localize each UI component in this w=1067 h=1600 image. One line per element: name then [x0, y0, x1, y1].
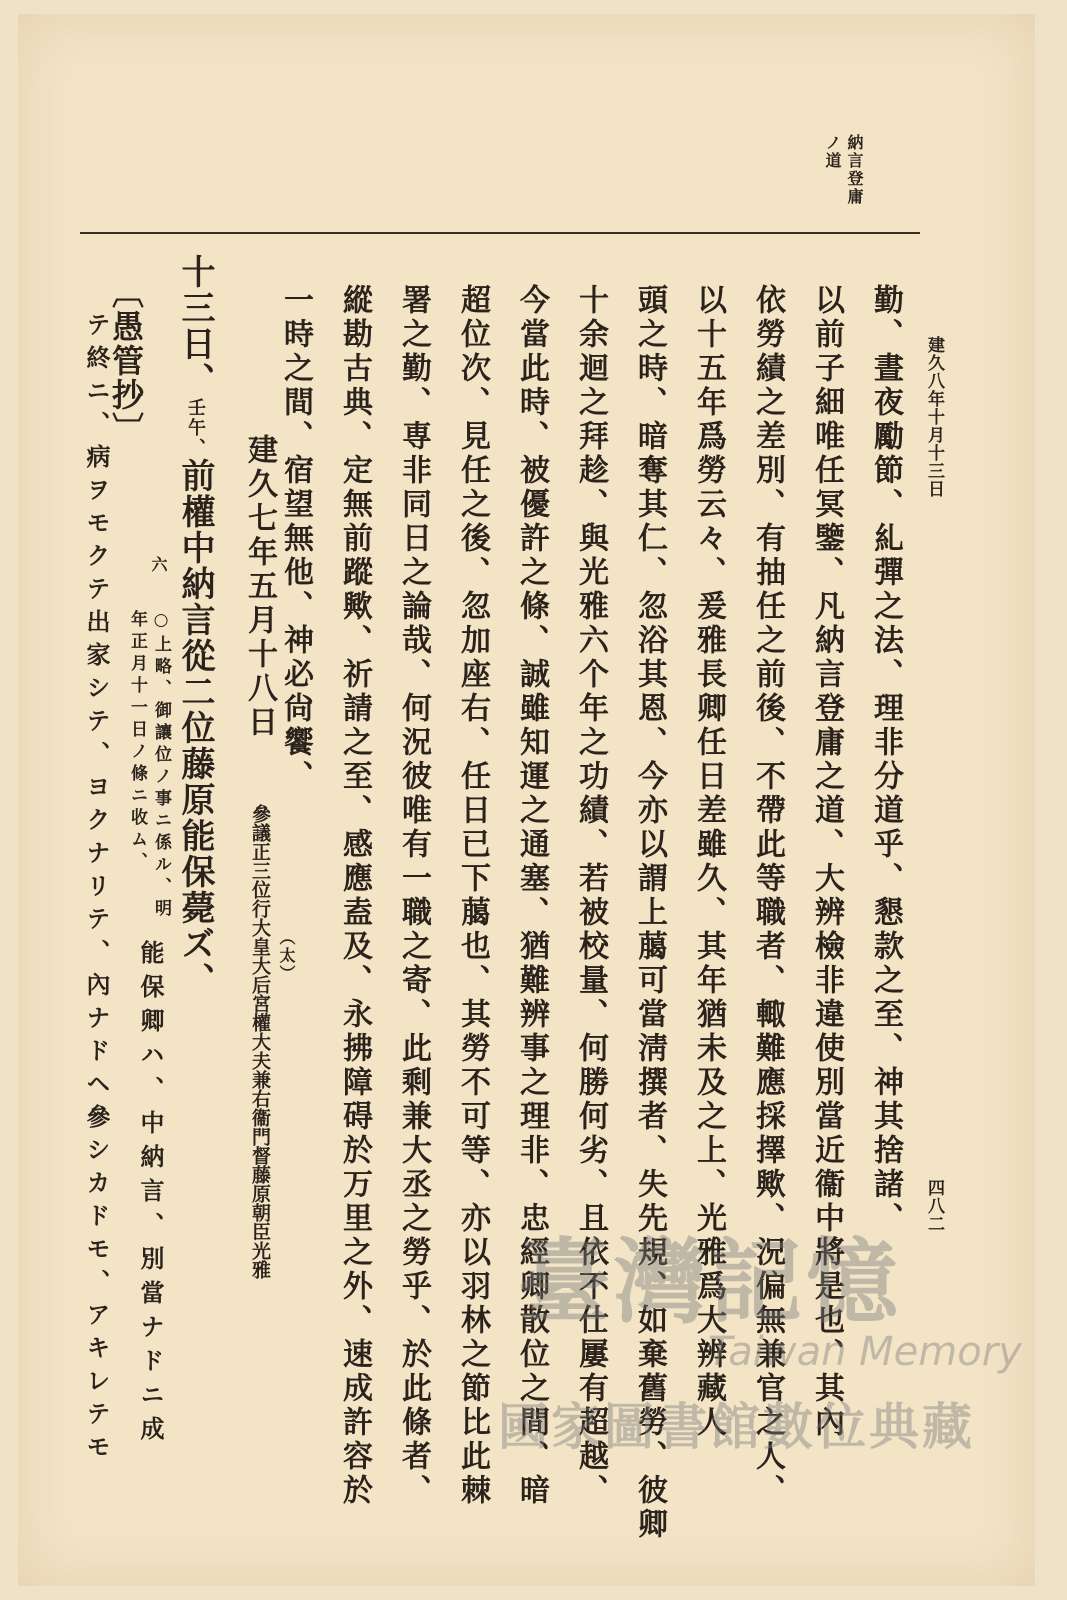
page-number: 四八二: [924, 1179, 944, 1233]
gukansho-note-2: 年正月十一日ノ條ニ收ム、: [127, 610, 147, 874]
watermark-english: Taiwan Memory: [708, 1329, 1022, 1375]
watermark-subtitle: 國家圖書館數位典藏: [498, 1398, 975, 1456]
body-column-1: 勤、晝夜勵節、糺彈之法、理非分道乎、懇款之至、神其捨諸、: [868, 284, 903, 1236]
book-page: [18, 14, 1035, 1586]
body-column-8: 超位次、見任之後、忽加座右、任日已下﨟也、其勞不可等、亦以羽林之節比此棘: [455, 284, 490, 1508]
body-column-6: 十余迴之拜趁、與光雅六个年之功績、若被校量、何勝何劣、且依不仕屢有超越、: [573, 284, 608, 1508]
entry-heading-paren: 壬午、: [185, 398, 206, 458]
signature-annotation: （太）: [277, 929, 296, 983]
gukansho-text-1: 能保卿ハ、中納言、別當ナドニ成: [136, 940, 165, 1450]
body-column-4: 以十五年爲勞云々、爰雅長卿任日差雖久、其年猶未及之上、光雅爲大辨藏人: [691, 284, 726, 1440]
gukansho-text-2: テ終ニ、病ヲモクテ出家シテ、ヨクナリテ、內ナドヘ參シカドモ、アキレテモ: [82, 312, 111, 1467]
entry-heading-rest: 前權中納言從二位藤原能保薨ズ、: [175, 458, 215, 998]
entry-heading-main: 十三日、: [175, 254, 215, 398]
header-rule: [80, 232, 920, 234]
body-column-5: 頭之時、暗奪其仁、忽浴其恩、今亦以謂上﨟可當淸撰者、失先規、如棄舊勞、彼卿: [632, 284, 667, 1542]
signature-date: 建久七年五月十八日: [242, 434, 277, 740]
entry-heading: [175, 254, 215, 998]
gukansho-label: 〔愚管抄〕: [107, 276, 145, 446]
body-column-2: 以前子細唯任冥鑒、凡納言登庸之道、大辨檢非違使別當近衞中將是也、其內: [809, 284, 844, 1440]
body-column-9: 署之勤、専非同日之論哉、何況彼唯有一職之寄、此剩兼大丞之勞乎、於此條者、: [396, 284, 431, 1508]
running-head-2: ノ道: [823, 134, 842, 170]
body-column-11: 一時之間、宿望無他、神必尙饗、: [278, 284, 313, 794]
watermark-title: 臺灣記憶: [518, 1228, 903, 1336]
body-column-10: 縱勘古典、定無前蹤歟、祈請之至、感應盍及、永拂障碍於万里之外、速成許容於: [337, 284, 372, 1508]
date-heading: 建久八年十月十三日: [924, 336, 944, 498]
body-column-7: 今當此時、被優許之條、誠雖知運之通塞、猶難辨事之理非、忠經卿散位之間、暗: [514, 284, 549, 1508]
signature-name: 參議正三位行大皇大后宮權大夫兼右衞門督藤原朝臣光雅: [249, 804, 271, 1279]
gukansho-note-1: ○上略、御讓位ノ事ニ係ル、明: [151, 610, 171, 921]
gukansho-volume: 六: [149, 556, 168, 574]
running-head-1: 納言登庸: [845, 134, 864, 206]
body-column-3: 依勞績之差別、有抽任之前後、不帶此等職者、輙難應採擇歟、況偏無兼官之人、: [750, 284, 785, 1508]
